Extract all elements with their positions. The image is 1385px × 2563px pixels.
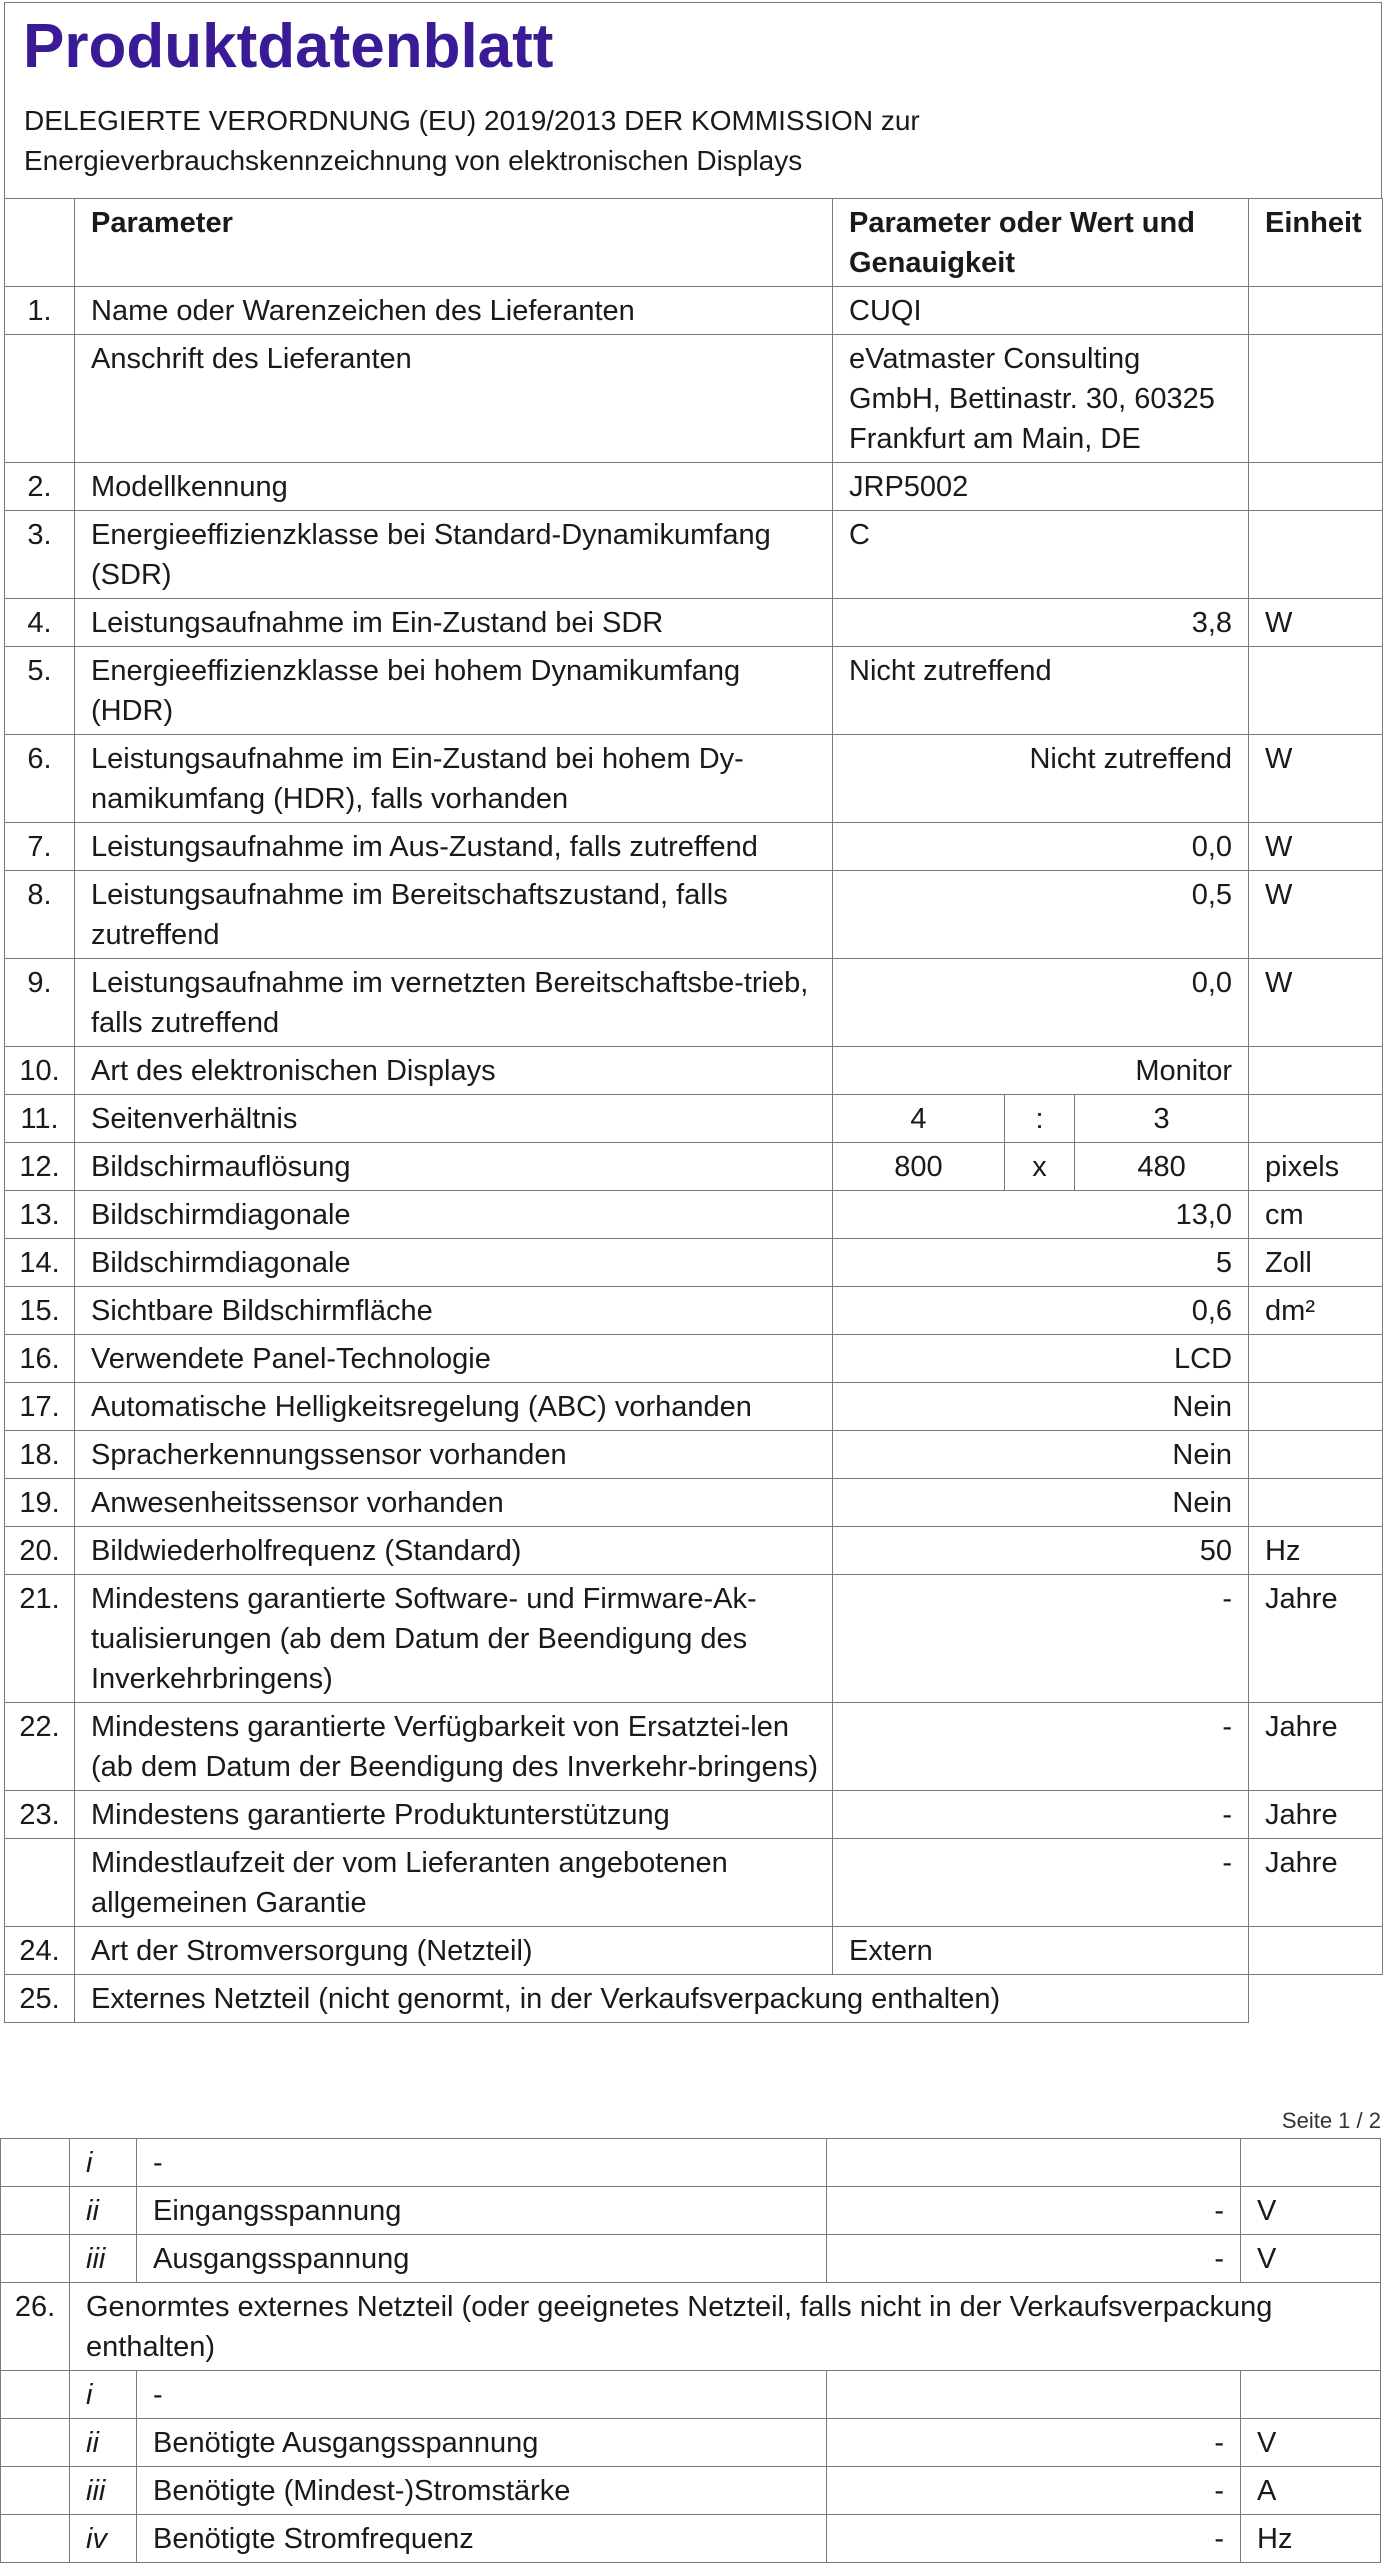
row-label: Sichtbare Bildschirmfläche xyxy=(75,1287,833,1335)
row-label: Mindestens garantierte Verfügbarkeit von Ersatztei-len (ab dem Datum der Beendigung des Inverkehr-bringens) xyxy=(75,1703,833,1791)
row-value: Nicht zutreffend xyxy=(833,735,1249,823)
sub-unit: A xyxy=(1241,2467,1381,2515)
row-label: Mindestens garantierte Produktunterstützung xyxy=(75,1791,833,1839)
row-label: Verwendete Panel-Technologie xyxy=(75,1335,833,1383)
row-label: Name oder Warenzeichen des Lieferanten xyxy=(75,287,833,335)
row-label: Automatische Helligkeitsregelung (ABC) vorhanden xyxy=(75,1383,833,1431)
row-value: - xyxy=(833,1839,1249,1927)
row-value: JRP5002 xyxy=(833,463,1249,511)
row-value: eVatmaster Consulting GmbH, Bettinastr. 30, 60325 Frankfurt am Main, DE xyxy=(833,335,1249,463)
row-number: 7. xyxy=(5,823,75,871)
sub-index: i xyxy=(70,2139,137,2187)
sub-index: iv xyxy=(70,2515,137,2563)
sub-label: Benötigte Stromfrequenz xyxy=(137,2515,827,2563)
empty-number-cell xyxy=(1,2371,70,2419)
value-part-a: 800 xyxy=(833,1143,1005,1191)
row-label: Energieeffizienzklasse bei hohem Dynamikumfang (HDR) xyxy=(75,647,833,735)
row-label: Leistungsaufnahme im Aus-Zustand, falls zutreffend xyxy=(75,823,833,871)
empty-number-cell xyxy=(1,2187,70,2235)
sub-unit xyxy=(1241,2371,1381,2419)
value-part-a: 4 xyxy=(833,1095,1005,1143)
row-value: Extern xyxy=(833,1927,1249,1975)
row-unit xyxy=(1249,1431,1383,1479)
row-label: Anschrift des Lieferanten xyxy=(75,335,833,463)
empty-number-cell xyxy=(1,2235,70,2283)
row-label: Energieeffizienzklasse bei Standard-Dynamikumfang (SDR) xyxy=(75,511,833,599)
sub-value xyxy=(827,2371,1241,2419)
table-row xyxy=(5,1527,1383,1575)
table-row xyxy=(5,1703,1383,1791)
sub-unit: Hz xyxy=(1241,2515,1381,2563)
row-label: Externes Netzteil (nicht genormt, in der Verkaufsverpackung enthalten) xyxy=(75,1975,1249,2023)
row-number: 14. xyxy=(5,1239,75,1287)
row-number: 13. xyxy=(5,1191,75,1239)
row-unit: Jahre xyxy=(1249,1791,1383,1839)
row-value: - xyxy=(833,1791,1249,1839)
table-row xyxy=(5,1479,1383,1527)
row-value: - xyxy=(833,1575,1249,1703)
row-label: Leistungsaufnahme im vernetzten Bereitschaftsbe-trieb, falls zutreffend xyxy=(75,959,833,1047)
row-number: 19. xyxy=(5,1479,75,1527)
row-value: LCD xyxy=(833,1335,1249,1383)
row-number: 2. xyxy=(5,463,75,511)
table-row xyxy=(1,2283,1381,2371)
row-value: 50 xyxy=(833,1527,1249,1575)
value-separator: : xyxy=(1005,1095,1075,1143)
row-unit xyxy=(1249,1335,1383,1383)
row-unit: pixels xyxy=(1249,1143,1383,1191)
header-parameter: Parameter xyxy=(75,199,833,287)
sub-row xyxy=(1,2419,1381,2467)
row-value: 0,0 xyxy=(833,959,1249,1047)
row-label: Bildschirmauflösung xyxy=(75,1143,833,1191)
row-unit: cm xyxy=(1249,1191,1383,1239)
row-unit xyxy=(1249,463,1383,511)
row-unit xyxy=(1249,1479,1383,1527)
sub-value: - xyxy=(827,2467,1241,2515)
value-part-b: 480 xyxy=(1075,1143,1249,1191)
row-label: Seitenverhältnis xyxy=(75,1095,833,1143)
row-unit: Jahre xyxy=(1249,1839,1383,1927)
sub-index: i xyxy=(70,2371,137,2419)
row-value: 0,6 xyxy=(833,1287,1249,1335)
row-number: 20. xyxy=(5,1527,75,1575)
header-value: Parameter oder Wert und Genauigkeit xyxy=(833,199,1249,287)
row-number: 25. xyxy=(5,1975,75,2023)
row-unit xyxy=(1249,1383,1383,1431)
header-unit: Einheit xyxy=(1249,199,1383,287)
row-unit: W xyxy=(1249,871,1383,959)
row-number: 26. xyxy=(1,2283,70,2371)
table-row xyxy=(5,1575,1383,1703)
sub-unit: V xyxy=(1241,2235,1381,2283)
table-row xyxy=(5,871,1383,959)
row-value: 3,8 xyxy=(833,599,1249,647)
row-label: Genormtes externes Netzteil (oder geeignetes Netzteil, falls nicht in der Verkaufsverpackung enthalten) xyxy=(70,2283,1381,2371)
table-row xyxy=(5,647,1383,735)
row-number: 5. xyxy=(5,647,75,735)
row-label: Anwesenheitssensor vorhanden xyxy=(75,1479,833,1527)
parameter-table xyxy=(4,198,1383,2023)
page-number: Seite 1 / 2 xyxy=(1281,2108,1381,2133)
row-unit: Zoll xyxy=(1249,1239,1383,1287)
row-label: Modellkennung xyxy=(75,463,833,511)
row-value: C xyxy=(833,511,1249,599)
row-number: 11. xyxy=(5,1095,75,1143)
table-row xyxy=(5,1191,1383,1239)
empty-number-cell xyxy=(1,2515,70,2563)
row-unit xyxy=(1249,287,1383,335)
row-label: Bildschirmdiagonale xyxy=(75,1239,833,1287)
row-value: 0,5 xyxy=(833,871,1249,959)
table-row xyxy=(5,1975,1383,2023)
row-number xyxy=(5,335,75,463)
power-supply-table xyxy=(0,2138,1381,2563)
row-value: Nein xyxy=(833,1383,1249,1431)
regulation-subtitle: DELEGIERTE VERORDNUNG (EU) 2019/2013 DER KOMMISSION zur Energieverbrauchskennzeichnung von elektronischen Displays xyxy=(24,105,920,176)
row-label: Bildwiederholfrequenz (Standard) xyxy=(75,1527,833,1575)
row-number: 22. xyxy=(5,1703,75,1791)
row-label: Mindestens garantierte Software- und Firmware-Ak-tualisierungen (ab dem Datum der Beendigung des Inverkehrbringens) xyxy=(75,1575,833,1703)
row-number: 9. xyxy=(5,959,75,1047)
row-number: 10. xyxy=(5,1047,75,1095)
sub-index: iii xyxy=(70,2467,137,2515)
sub-value: - xyxy=(827,2515,1241,2563)
sub-row xyxy=(1,2139,1381,2187)
sub-label: - xyxy=(137,2139,827,2187)
row-unit xyxy=(1249,511,1383,599)
table-row xyxy=(5,463,1383,511)
sub-row xyxy=(1,2235,1381,2283)
row-number: 21. xyxy=(5,1575,75,1703)
row-number: 17. xyxy=(5,1383,75,1431)
row-label: Art des elektronischen Displays xyxy=(75,1047,833,1095)
row-label: Mindestlaufzeit der vom Lieferanten angebotenen allgemeinen Garantie xyxy=(75,1839,833,1927)
table-row xyxy=(5,1047,1383,1095)
sub-value xyxy=(827,2139,1241,2187)
row-number: 8. xyxy=(5,871,75,959)
row-label: Bildschirmdiagonale xyxy=(75,1191,833,1239)
table-row xyxy=(5,1791,1383,1839)
row-number: 23. xyxy=(5,1791,75,1839)
row-unit: Jahre xyxy=(1249,1703,1383,1791)
table-row xyxy=(5,1095,1383,1143)
table-row xyxy=(5,335,1383,463)
table-row xyxy=(5,1431,1383,1479)
row-value: Nein xyxy=(833,1479,1249,1527)
row-unit: Jahre xyxy=(1249,1575,1383,1703)
table-row xyxy=(5,735,1383,823)
row-unit xyxy=(1249,1927,1383,1975)
empty-number-cell xyxy=(1,2467,70,2515)
row-unit: dm² xyxy=(1249,1287,1383,1335)
row-value: 5 xyxy=(833,1239,1249,1287)
table-row xyxy=(5,599,1383,647)
header-number-cell xyxy=(5,199,75,287)
row-number: 15. xyxy=(5,1287,75,1335)
sub-label: - xyxy=(137,2371,827,2419)
row-unit xyxy=(1249,335,1383,463)
table-row xyxy=(5,287,1383,335)
empty-number-cell xyxy=(1,2419,70,2467)
sub-index: ii xyxy=(70,2419,137,2467)
sub-index: ii xyxy=(70,2187,137,2235)
row-unit: W xyxy=(1249,599,1383,647)
row-value: 0,0 xyxy=(833,823,1249,871)
row-label: Spracherkennungssensor vorhanden xyxy=(75,1431,833,1479)
page-title: Produktdatenblatt xyxy=(23,12,554,81)
table-row xyxy=(5,1927,1383,1975)
value-separator: x xyxy=(1005,1143,1075,1191)
sub-label: Ausgangsspannung xyxy=(137,2235,827,2283)
row-unit: W xyxy=(1249,823,1383,871)
row-unit: W xyxy=(1249,959,1383,1047)
row-number: 3. xyxy=(5,511,75,599)
row-label: Leistungsaufnahme im Ein-Zustand bei hohem Dy-namikumfang (HDR), falls vorhanden xyxy=(75,735,833,823)
row-number xyxy=(5,1839,75,1927)
row-unit: W xyxy=(1249,735,1383,823)
row-number: 16. xyxy=(5,1335,75,1383)
row-unit xyxy=(1249,647,1383,735)
row-number: 24. xyxy=(5,1927,75,1975)
sub-index: iii xyxy=(70,2235,137,2283)
table-row xyxy=(5,1287,1383,1335)
sub-label: Eingangsspannung xyxy=(137,2187,827,2235)
sub-unit: V xyxy=(1241,2187,1381,2235)
table-row xyxy=(5,1239,1383,1287)
row-unit xyxy=(1249,1047,1383,1095)
row-value: 13,0 xyxy=(833,1191,1249,1239)
value-part-b: 3 xyxy=(1075,1095,1249,1143)
table-row xyxy=(5,1383,1383,1431)
sub-unit: V xyxy=(1241,2419,1381,2467)
table-row xyxy=(5,1839,1383,1927)
row-value: - xyxy=(833,1703,1249,1791)
row-unit xyxy=(1249,1095,1383,1143)
row-unit: Hz xyxy=(1249,1527,1383,1575)
empty-number-cell xyxy=(1,2139,70,2187)
row-number: 6. xyxy=(5,735,75,823)
sub-row xyxy=(1,2467,1381,2515)
table-header-row xyxy=(5,199,1383,287)
table-row xyxy=(5,511,1383,599)
sub-value: - xyxy=(827,2187,1241,2235)
table-row xyxy=(5,823,1383,871)
sub-row xyxy=(1,2371,1381,2419)
sub-row xyxy=(1,2187,1381,2235)
row-value: Monitor xyxy=(833,1047,1249,1095)
sub-unit xyxy=(1241,2139,1381,2187)
row-label: Leistungsaufnahme im Ein-Zustand bei SDR xyxy=(75,599,833,647)
row-number: 12. xyxy=(5,1143,75,1191)
row-value: CUQI xyxy=(833,287,1249,335)
sub-value: - xyxy=(827,2235,1241,2283)
row-value: Nein xyxy=(833,1431,1249,1479)
row-label: Art der Stromversorgung (Netzteil) xyxy=(75,1927,833,1975)
table-row xyxy=(5,1335,1383,1383)
row-number: 4. xyxy=(5,599,75,647)
row-label: Leistungsaufnahme im Bereitschaftszustand, falls zutreffend xyxy=(75,871,833,959)
row-number: 18. xyxy=(5,1431,75,1479)
sub-value: - xyxy=(827,2419,1241,2467)
sub-row xyxy=(1,2515,1381,2563)
sub-label: Benötigte (Mindest-)Stromstärke xyxy=(137,2467,827,2515)
document-header xyxy=(4,2,1382,199)
row-number: 1. xyxy=(5,287,75,335)
row-value: Nicht zutreffend xyxy=(833,647,1249,735)
table-row xyxy=(5,1143,1383,1191)
sub-label: Benötigte Ausgangsspannung xyxy=(137,2419,827,2467)
table-row xyxy=(5,959,1383,1047)
